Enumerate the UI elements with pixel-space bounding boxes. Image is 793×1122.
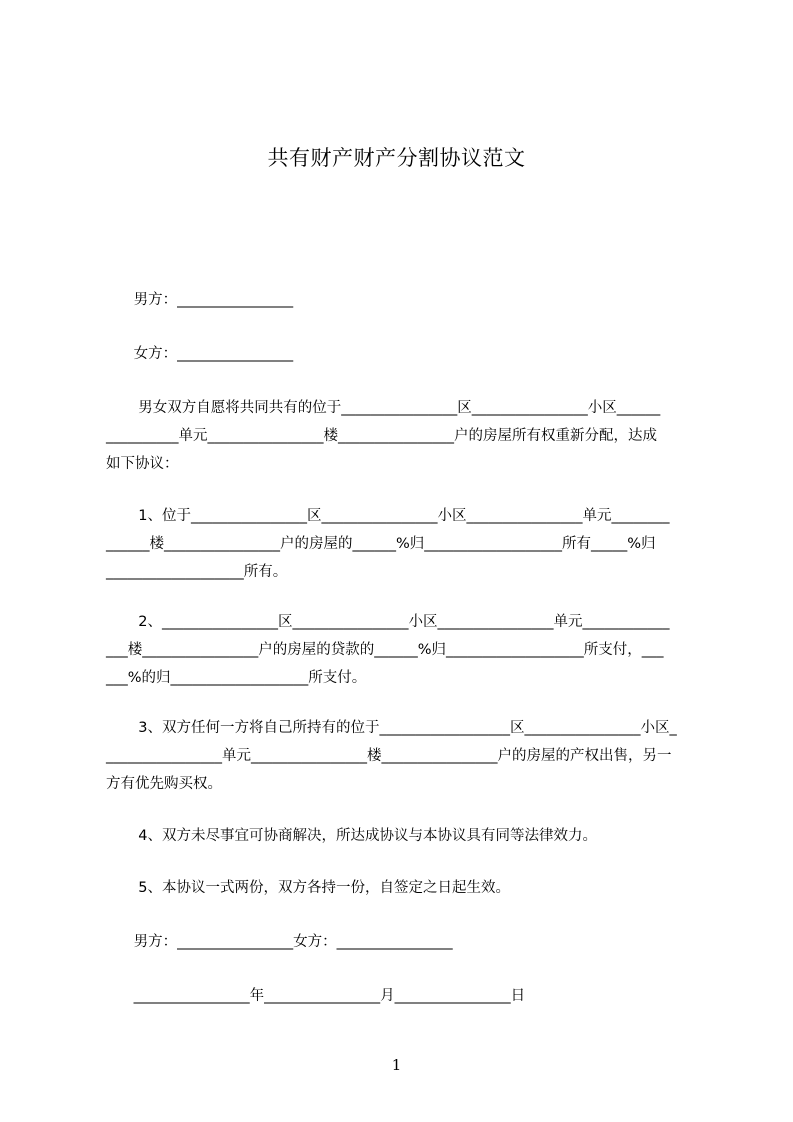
date-line: ________________年________________月________________日 — [106, 988, 526, 1004]
man-party-line: 男方：________________ — [106, 292, 294, 308]
page-number: 1 — [391, 1056, 402, 1074]
clause-1-line-3: ___________________所有。 — [106, 564, 288, 580]
clause-2-line-1: 2、________________区________________小区________________单元____________ — [106, 614, 670, 630]
clause-3-line-1: 3、双方任何一方将自己所持有的位于__________________区________________小区_ — [106, 720, 677, 736]
clause-1-line-2: ______楼________________户的房屋的______%归___________________所有_____%归 — [106, 536, 656, 552]
clause-1-line-1: 1、位于________________区________________小区________________单元________ — [106, 508, 670, 524]
clause-3-line-3: 方有优先购买权。 — [106, 776, 222, 792]
clause-2-line-3: ___%的归___________________所支付。 — [106, 670, 367, 686]
clause-4-line: 4、双方未尽事宜可协商解决，所达成协议与本协议具有同等法律效力。 — [106, 828, 597, 844]
intro-line-1: 男女双方自愿将共同共有的位于________________区________________小区______ — [106, 400, 661, 416]
intro-line-2: __________单元________________楼________________户的房屋所有权重新分配，达成 — [106, 428, 657, 444]
signature-line: 男方：________________女方：________________ — [106, 934, 453, 950]
clause-2-line-2: ___楼________________户的房屋的贷款的______%归___________________所支付，___ — [106, 642, 664, 658]
document-title: 共有财产财产分割协议范文 — [267, 146, 526, 170]
intro-line-3: 如下协议： — [106, 456, 179, 472]
woman-party-line: 女方：________________ — [106, 346, 294, 362]
clause-5-line: 5、本协议一式两份，双方各持一份，自签定之日起生效。 — [106, 880, 510, 896]
clause-3-line-2: ________________单元________________楼________________户的房屋的产权出售，另一 — [106, 748, 672, 764]
